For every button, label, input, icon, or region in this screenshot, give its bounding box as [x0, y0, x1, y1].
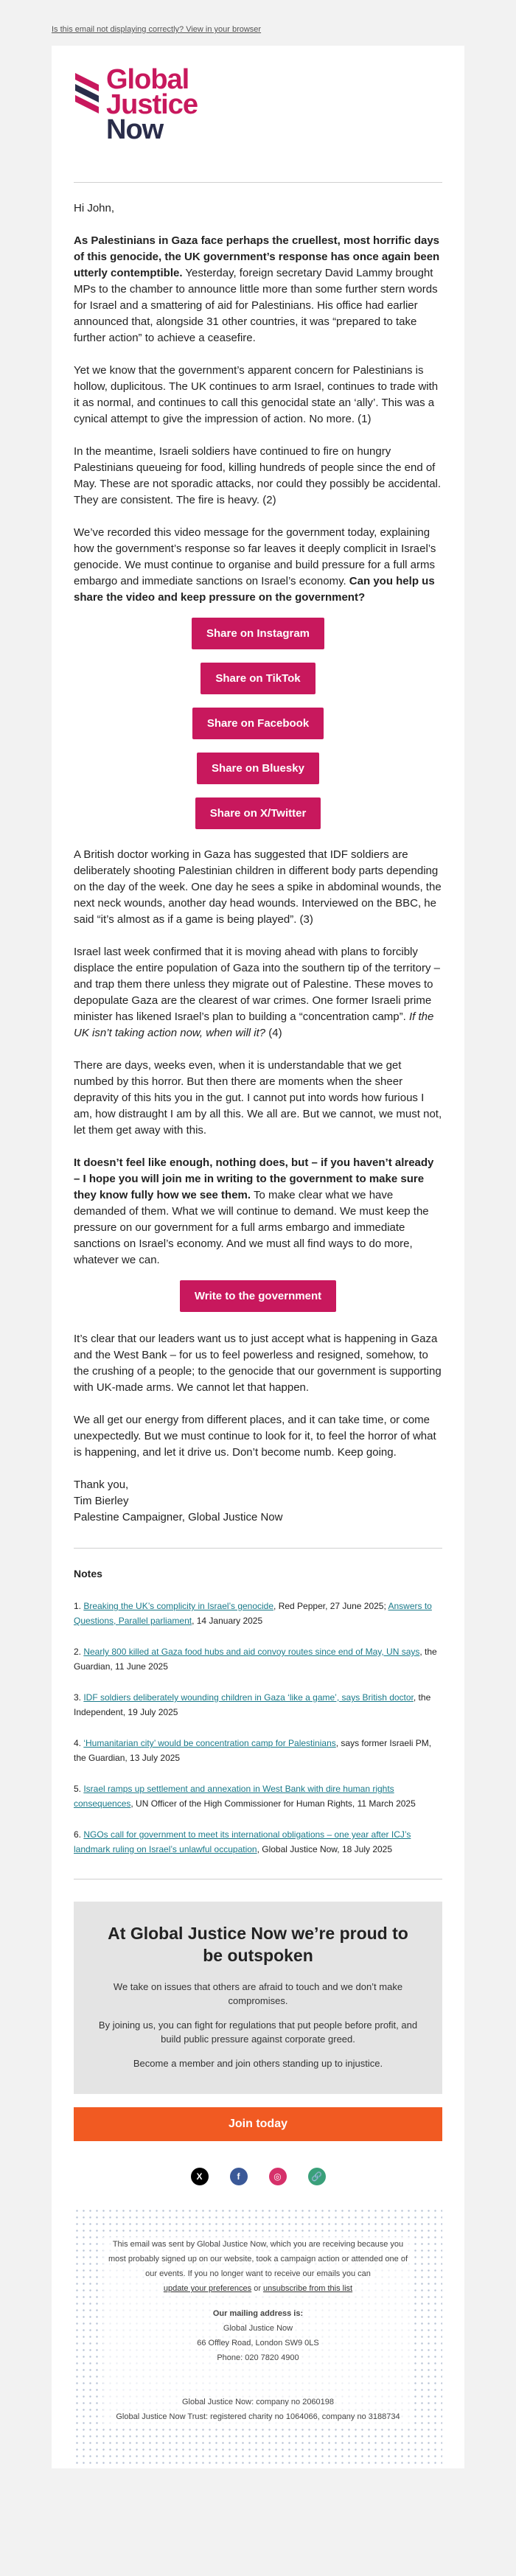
logo-line-2: Justice: [106, 89, 198, 120]
share-twitter-button[interactable]: Share on X/Twitter: [195, 797, 321, 829]
note-5: [74, 1781, 442, 1811]
signoff: [74, 1477, 442, 1526]
signoff-thanks: Thank you,: [74, 1479, 129, 1491]
email-body: [74, 183, 442, 1526]
paragraph-2: Yet we know that the government’s apparent concern for Palestinians is hollow, duplicitous. The UK continues to arm Israel, continues to trade with it as normal, and continues to call this genocidal state an ‘ally’. This was a cynical attempt to give the impression of action. No more. (1): [74, 364, 439, 425]
note-number: 2.: [74, 1647, 84, 1657]
view-in-browser-link[interactable]: Is this email not displaying correctly? View in your browser: [52, 25, 262, 34]
note-4-link[interactable]: ‘Humanitarian city’ would be concentration camp for Palestinians: [83, 1738, 336, 1748]
note-1-source: , Red Pepper, 27 June 2025;: [273, 1601, 388, 1611]
paragraph-9: It’s clear that our leaders want us to just accept what is happening in Gaza and the West Bank – for us to feel powerless and resigned, somehow, to the crushing of a people; to the genocide that our government is supporting with UK-made arms. We cannot let that happen.: [74, 1333, 442, 1394]
x-icon[interactable]: X: [191, 2168, 209, 2185]
promo-text-3: Become a member and join others standing up to injustice.: [133, 2058, 383, 2069]
paragraph-6-text: Israel last week confirmed that it is moving ahead with plans to forcibly displace the entire population of Gaza into the southern tip of the territory – and trap them there unless they migrate out of Palestine. These moves to depopulate Gaza are the clearest of war crimes. One former Israeli prime minister has likened Israel’s plan to building a “concentration camp”.: [74, 946, 440, 1023]
share-tiktok-button[interactable]: Share on TikTok: [201, 663, 315, 694]
paragraph-4: [74, 525, 442, 606]
footer-company: Global Justice Now: company no 2060198: [181, 2398, 335, 2406]
footer-inner: [103, 2237, 413, 2424]
join-today-button[interactable]: Join today: [74, 2107, 442, 2141]
note-5-source: , UN Officer of the High Commissioner for Human Rights, 11 March 2025: [130, 1798, 416, 1809]
facebook-icon[interactable]: f: [230, 2168, 248, 2185]
footer-address: 66 Offley Road, London SW9 0LS: [197, 2339, 319, 2348]
link-icon[interactable]: 🔗: [308, 2168, 326, 2185]
notes-section: [74, 1568, 442, 1857]
greeting: Hi John,: [74, 202, 115, 214]
note-1-link-1[interactable]: Breaking the UK’s complicity in Israel’s genocide: [83, 1601, 274, 1611]
note-number: 6.: [74, 1829, 84, 1840]
logo-line-3: Now: [106, 114, 164, 145]
paragraph-6-end: (4): [265, 1027, 282, 1039]
topbar: [0, 0, 516, 46]
instagram-icon[interactable]: ◎: [269, 2168, 287, 2185]
share-instagram-wrap: [74, 618, 442, 649]
membership-promo: [74, 1902, 442, 2094]
share-instagram-button[interactable]: Share on Instagram: [192, 618, 324, 649]
paragraph-4-bold: Can you help us share the video and keep pressure on the government?: [74, 575, 435, 604]
note-3: [74, 1690, 442, 1720]
paragraph-1-bold: As Palestinians in Gaza face perhaps the cruellest, most horrific days of this genocide, the UK government’s response has once again been utterly contemptible.: [74, 234, 440, 279]
share-bluesky-button[interactable]: Share on Bluesky: [197, 753, 319, 784]
paragraph-6-italic: If the UK isn’t taking action now, when will it?: [74, 1010, 434, 1039]
paragraph-5: A British doctor working in Gaza has suggested that IDF soldiers are deliberately shooting Palestinian children in different body parts depending on the day of the week. One day he sees a spike in abdominal wounds, the next neck wounds, another day head wounds. Interviewed on the BBC, he said “it’s almost as if a game is being played”. (3): [74, 848, 442, 926]
logo-chevron-icon: [74, 71, 102, 114]
paragraph-1: [74, 233, 442, 346]
logo-wordmark: [106, 64, 198, 145]
update-preferences-link[interactable]: update your preferences: [163, 2284, 252, 2293]
footer-preferences: [103, 2281, 413, 2296]
paragraph-10: We all get our energy from different places, and it can take time, or come unexpectedly. But we must continue to look for it, to feel the horror of what is happening, and let it drive us. Don’t become numb. Keep going.: [74, 1414, 436, 1459]
paragraph-8-bold: It doesn’t feel like enough, nothing does, but – if you haven’t already – I hope you will join me in writing to the government to make sure they know fully how we see them.: [74, 1156, 434, 1201]
note-4: [74, 1736, 442, 1765]
note-2-source: , the Guardian, 11 June 2025: [74, 1647, 437, 1672]
footer-or: or: [251, 2284, 264, 2293]
note-2-link[interactable]: Nearly 800 killed at Gaza food hubs and aid convoy routes since end of May, UN says: [83, 1647, 420, 1657]
note-1-link-2[interactable]: Answers to Questions, Parallel parliament: [74, 1601, 432, 1626]
promo-heading: At Global Justice Now we’re proud to be outspoken: [108, 1924, 408, 1965]
note-4-source: , says former Israeli PM, the Guardian, 13 July 2025: [74, 1738, 432, 1763]
signoff-name: Tim Bierley: [74, 1495, 129, 1507]
signoff-role: Palestine Campaigner, Global Justice Now: [74, 1511, 283, 1523]
note-number: 4.: [74, 1738, 84, 1748]
write-to-government-button[interactable]: Write to the government: [180, 1280, 336, 1312]
social-links: [74, 2141, 442, 2207]
paragraph-3: In the meantime, Israeli soldiers have continued to fire on hungry Palestinians queueing for food, killing hundreds of people since the end of May. These are not sporadic attacks, nor could they possibly be accidental. They are consistent. The fire is heavy. (2): [74, 445, 442, 506]
note-3-source: , the Independent, 19 July 2025: [74, 1692, 431, 1717]
share-facebook-wrap: [74, 708, 442, 739]
notes-heading: Notes: [74, 1568, 102, 1580]
note-3-link[interactable]: IDF soldiers deliberately wounding children in Gaza ‘like a game’, says British doctor: [83, 1692, 414, 1703]
note-2: [74, 1644, 442, 1674]
footer: [74, 2207, 442, 2468]
footer-phone: Phone: 020 7820 4900: [217, 2353, 299, 2362]
paragraph-1-text: Yesterday, foreign secretary David Lammy brought MPs to the chamber to announce little more than some further stern words for Israel and a smattering of aid for Palestinians. His office had earlier announced that, alongside 31 other countries, it was “prepared to take further action” to achieve a ceasefire.: [74, 267, 438, 344]
note-number: 5.: [74, 1784, 84, 1794]
paragraph-6: [74, 944, 442, 1041]
paragraph-7: There are days, weeks even, when it is understandable that we get numbed by this horror. But then there are moments when the sheer depravity of this hits you in the gut. I cannot put into words how furious I am, how distraught I am by all this. We all are. But we cannot, we must not, let them get away with this.: [74, 1059, 442, 1137]
promo-text-2: By joining us, you can fight for regulations that put people before profit, and build public pressure against corporate greed.: [98, 2020, 418, 2045]
share-facebook-button[interactable]: Share on Facebook: [192, 708, 324, 739]
note-5-link[interactable]: Israel ramps up settlement and annexation in West Bank with dire human rights consequences: [74, 1784, 394, 1809]
logo[interactable]: [74, 46, 442, 182]
footer-trust: Global Justice Now Trust: registered charity no 1064066, company no 3188734: [116, 2412, 400, 2421]
write-button-wrap: [74, 1280, 442, 1312]
email-card: [52, 46, 464, 2468]
logo-line-1: Global: [106, 64, 189, 95]
paragraph-4-text: We’ve recorded this video message for the government today, explaining how the government’s response so far leaves it deeply complicit in Israel’s genocide. We must continue to organise and build pressure for a full arms embargo and immediate sanctions on Israel’s economy.: [74, 526, 436, 587]
share-bluesky-wrap: [74, 753, 442, 784]
mailing-address-heading: Our mailing address is:: [212, 2309, 304, 2318]
note-6-source: , Global Justice Now, 18 July 2025: [257, 1844, 393, 1854]
promo-text-1: We take on issues that others are afraid to touch and we don’t make compromises.: [113, 1981, 403, 2006]
note-6-link[interactable]: NGOs call for government to meet its international obligations – one year after ICJ’s landmark ruling on Israel’s unlawful occupation: [74, 1829, 411, 1854]
note-number: 1.: [74, 1601, 84, 1611]
note-1-date: , 14 January 2025: [192, 1616, 263, 1626]
paragraph-8-text: To make clear what we have demanded of them. What we will continue to demand. We must keep the pressure on our government for a full arms embargo and immediate sanctions on Israel’s economy. And we must all find ways to do more, whatever we can.: [74, 1189, 429, 1266]
footer-sent-line: This email was sent by Global Justice Now, which you are receiving because you most probably signed up on our website, took a campaign action or attended one of our events. If you no longer want to receive our emails you can: [108, 2240, 408, 2278]
share-twitter-wrap: [74, 797, 442, 829]
footer-org: Global Justice Now: [223, 2324, 293, 2333]
paragraph-8: [74, 1155, 442, 1268]
note-6: [74, 1827, 442, 1857]
note-number: 3.: [74, 1692, 84, 1703]
share-tiktok-wrap: [74, 663, 442, 694]
note-1: [74, 1599, 442, 1628]
divider: [74, 1548, 442, 1549]
unsubscribe-link[interactable]: unsubscribe from this list: [263, 2284, 353, 2293]
